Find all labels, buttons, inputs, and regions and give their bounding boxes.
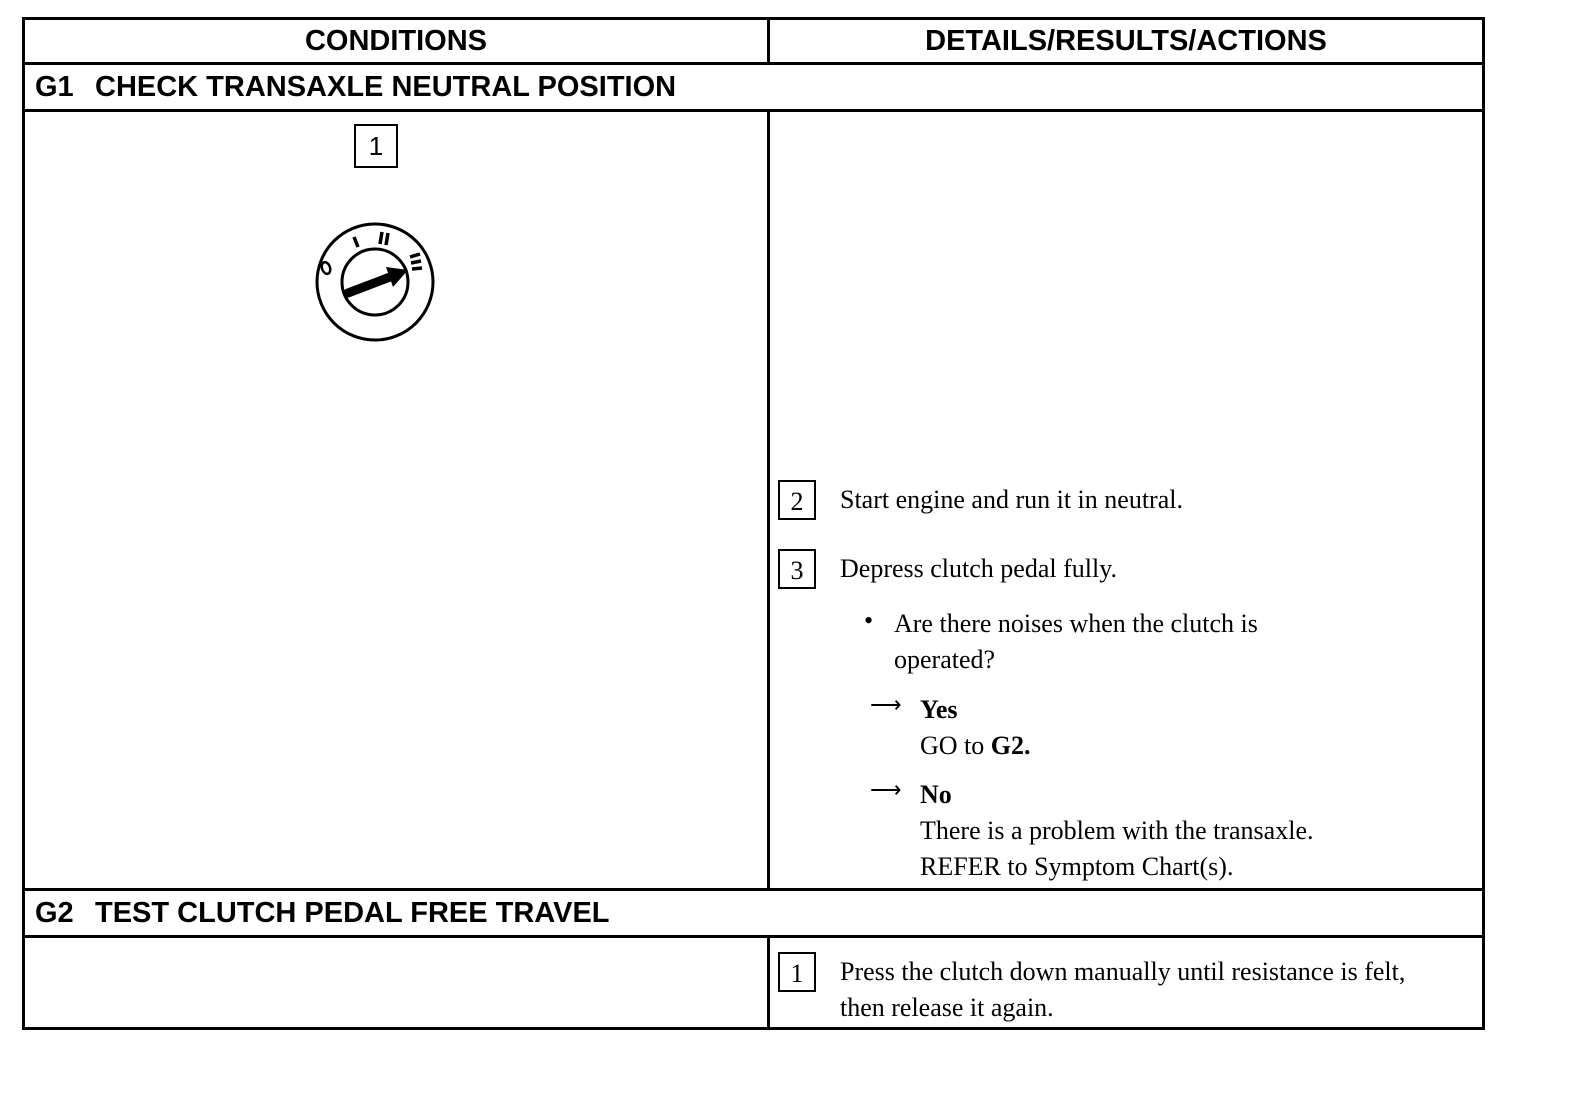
- right-arrow-icon: ⟶: [870, 692, 902, 717]
- outcome-reference: G2.: [990, 731, 1031, 760]
- g1-step-2: [778, 480, 1183, 520]
- step-text: Start engine and run it in neutral.: [840, 485, 1183, 514]
- outcome-text-prefix: GO to: [920, 731, 991, 760]
- g2-details-cell: [769, 937, 1484, 1029]
- diagnostic-table: [22, 17, 1485, 1030]
- outcome-text-line1: There is a problem with the transaxle.: [920, 816, 1314, 845]
- step-number-box: 3: [778, 549, 816, 589]
- conditions-header: CONDITIONS: [24, 19, 769, 64]
- g2-section-title: [24, 890, 1484, 937]
- ignition-switch-icon: [310, 217, 440, 347]
- g1-number: G1: [35, 71, 74, 103]
- g1-step-3: [778, 549, 1117, 589]
- outcome-label: Yes: [920, 695, 958, 724]
- diagnostic-page: [22, 17, 1482, 1030]
- step-text: Depress clutch pedal fully.: [840, 554, 1117, 583]
- g2-number: G2: [35, 897, 74, 929]
- g1-section-title: [24, 64, 1484, 111]
- details-header: DETAILS/RESULTS/ACTIONS: [769, 19, 1484, 64]
- outcome-text: [920, 813, 1440, 885]
- g2-title: TEST CLUTCH PEDAL FREE TRAVEL: [95, 897, 610, 929]
- outcome-text-line2: REFER to Symptom Chart(s).: [920, 852, 1234, 881]
- step-number-box: 2: [778, 480, 816, 520]
- step-number-box: 1: [778, 952, 816, 992]
- g2-step-1: [778, 952, 1406, 1022]
- outcome-label: No: [920, 780, 952, 809]
- step-text: Press the clutch down manually until resistance is felt, then release it again.: [840, 957, 1406, 1022]
- g1-condition-step-box: 1: [354, 124, 398, 168]
- g1-conditions-cell: [24, 111, 769, 890]
- right-arrow-icon: ⟶: [870, 777, 902, 802]
- outcome-text: [920, 728, 1440, 764]
- bullet-icon: •: [864, 606, 874, 635]
- g1-title: CHECK TRANSAXLE NEUTRAL POSITION: [95, 71, 677, 103]
- question-text: Are there noises when the clutch is operated?: [894, 609, 1258, 674]
- g2-conditions-cell: [24, 937, 769, 1029]
- g1-details-cell: [769, 111, 1484, 890]
